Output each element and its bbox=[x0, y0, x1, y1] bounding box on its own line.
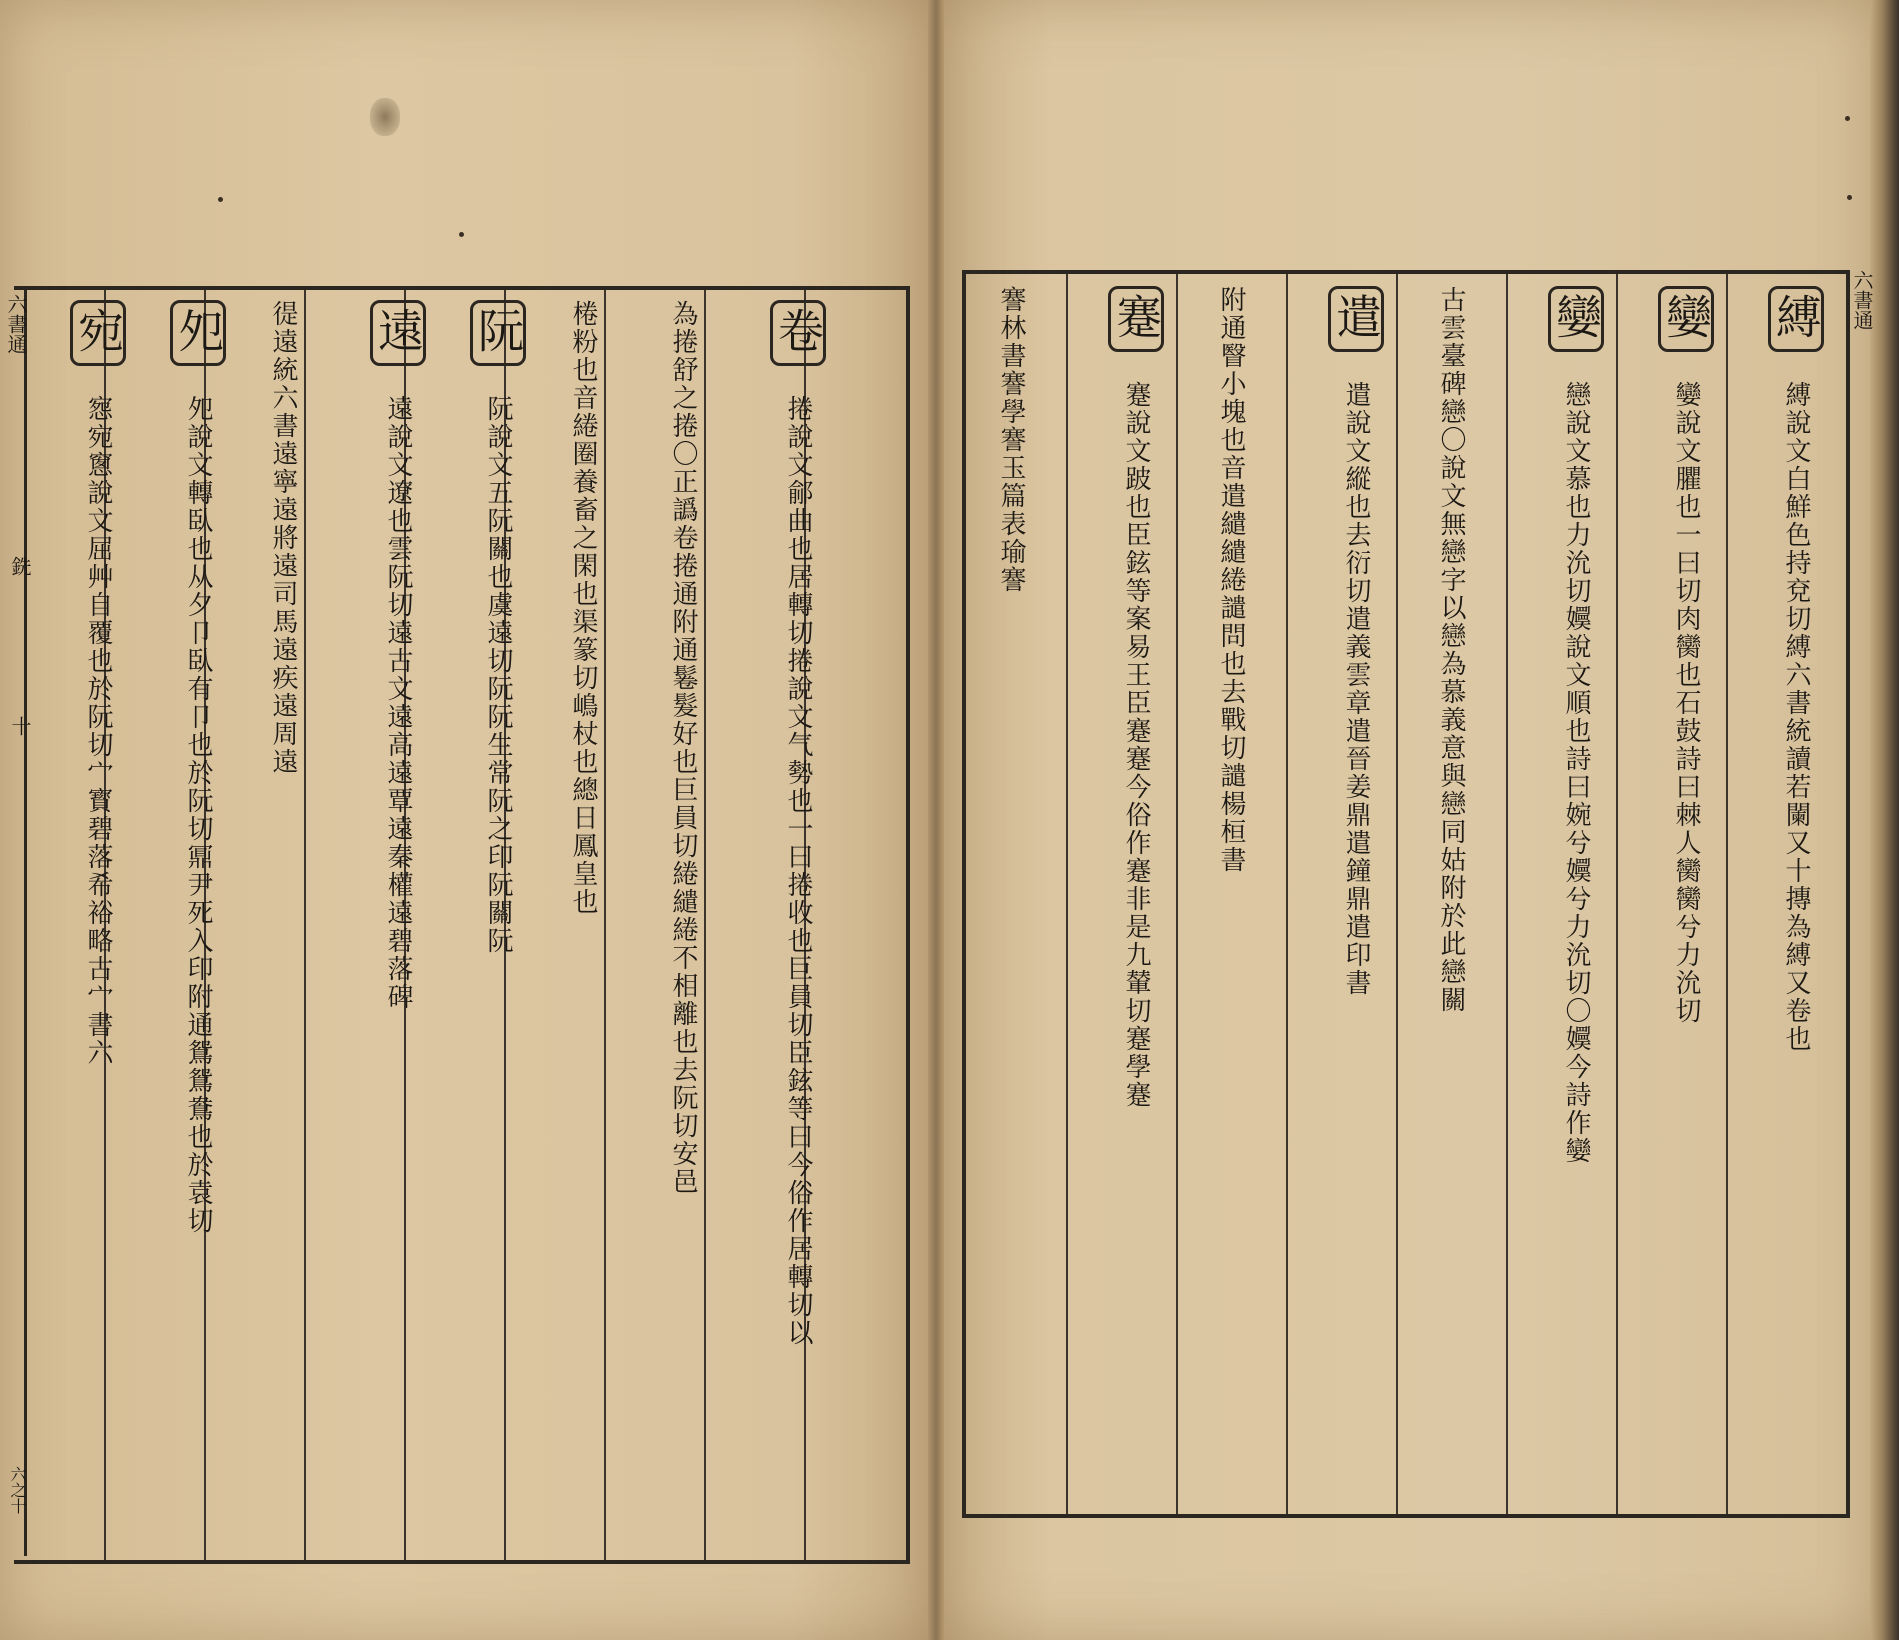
text-column bbox=[1108, 286, 1164, 1496]
headword-box: 遠 bbox=[370, 300, 426, 366]
text-column bbox=[370, 300, 426, 1540]
right-text-frame bbox=[962, 270, 1850, 1518]
headword-box: 孌 bbox=[1548, 286, 1604, 352]
headword-box: 孌 bbox=[1658, 286, 1714, 352]
text-column bbox=[998, 286, 1024, 1496]
book-gutter bbox=[928, 0, 944, 1640]
headword-box: 縛 bbox=[1768, 286, 1824, 352]
column-text: 遣說文縱也去衍切遣義雲章遣晉姜鼎遣鐘鼎遣印書 bbox=[1341, 381, 1371, 997]
column-text: 謇林書謇學謇玉篇表瑜謇 bbox=[996, 286, 1026, 594]
text-column bbox=[70, 300, 126, 1540]
headword-box: 宛 bbox=[70, 300, 126, 366]
text-column bbox=[1768, 286, 1824, 1496]
column-text: 徥遠統六書遠寧遠將遠司馬遠疾遠周遠 bbox=[268, 300, 298, 776]
headword-box: 阮 bbox=[470, 300, 526, 366]
text-column bbox=[1328, 286, 1384, 1496]
banxin-title: 六書通 bbox=[1850, 270, 1874, 330]
text-column bbox=[770, 300, 826, 1540]
text-column bbox=[570, 300, 596, 1540]
text-column bbox=[1438, 286, 1464, 1496]
column-text: 阮說文五阮關也虞遠切阮阮生常阮之印阮關阮 bbox=[483, 395, 513, 955]
page-edge bbox=[1870, 0, 1899, 1640]
column-text: 縛說文白鮮色持兗切縛六書統讀若闌又十摶為縛又卷也 bbox=[1781, 381, 1811, 1053]
banxin-page: 十 bbox=[8, 716, 32, 736]
column-text: 捲說文鄃曲也居轉切捲說文气勢也一曰捲收也巨員切臣鉉等曰今俗作居轉切以 bbox=[783, 395, 813, 1347]
binding-hole bbox=[1845, 116, 1850, 121]
headword-box: 夗 bbox=[170, 300, 226, 366]
text-column bbox=[470, 300, 526, 1540]
text-column bbox=[1218, 286, 1244, 1496]
text-column bbox=[1548, 286, 1604, 1496]
text-column bbox=[170, 300, 226, 1540]
column-text: 古雲臺碑戀〇說文無戀字以戀為慕義意與戀同姑附於此戀關 bbox=[1436, 286, 1466, 1014]
column-text: 為捲舒之捲〇正譌卷捲通附通鬈髮好也巨員切綣繾綣不相離也去阮切安邑 bbox=[668, 300, 698, 1196]
text-column bbox=[1658, 286, 1714, 1496]
text-column bbox=[670, 300, 696, 1540]
binding-hole bbox=[218, 197, 223, 202]
right-banxin bbox=[1848, 270, 1874, 470]
binding-hole bbox=[459, 232, 464, 237]
column-text: 夗說文轉臥也从夕卩臥有卩也於阮切鼏尹死入印附通鴛鴛鴦也於袁切 bbox=[183, 395, 213, 1235]
banxin-volume: 銑 bbox=[8, 556, 32, 576]
paper-stain bbox=[370, 98, 400, 136]
banxin-title: 六書通 bbox=[4, 294, 28, 354]
column-text: 惌宛窻說文屈艸自覆也於阮切宀寳碧落希裕略古宀書六 bbox=[83, 395, 113, 1067]
column-text: 戀說文慕也力沇切嬽說文順也詩曰婉兮嬽兮力沇切〇嬽今詩作孌 bbox=[1561, 381, 1591, 1165]
column-text: 附通瞖小塊也音遣繾繾綣譴問也去戰切譴楊桓書 bbox=[1216, 286, 1246, 874]
banxin-footer: 六之十 bbox=[8, 1466, 27, 1514]
left-banxin bbox=[0, 286, 32, 1556]
column-text: 遠說文遼也雲阮切遠古文遠高遠覃遠秦權遠碧落碑 bbox=[383, 395, 413, 1011]
column-text: 棬粉也音綣圈養畜之閑也渠篆切嶋杖也總日鳳皇也 bbox=[568, 300, 598, 916]
headword-box: 卷 bbox=[770, 300, 826, 366]
binding-hole bbox=[1847, 195, 1852, 200]
column-text: 蹇說文跛也臣鉉等案易王臣蹇蹇今俗作蹇非是九輦切蹇學蹇 bbox=[1121, 381, 1151, 1109]
column-text: 孌說文臞也一曰切肉臠也石鼓詩曰棘人臠臠兮力沇切 bbox=[1671, 381, 1701, 1025]
headword-box: 蹇 bbox=[1108, 286, 1164, 352]
headword-box: 遣 bbox=[1328, 286, 1384, 352]
text-column bbox=[270, 300, 296, 1540]
